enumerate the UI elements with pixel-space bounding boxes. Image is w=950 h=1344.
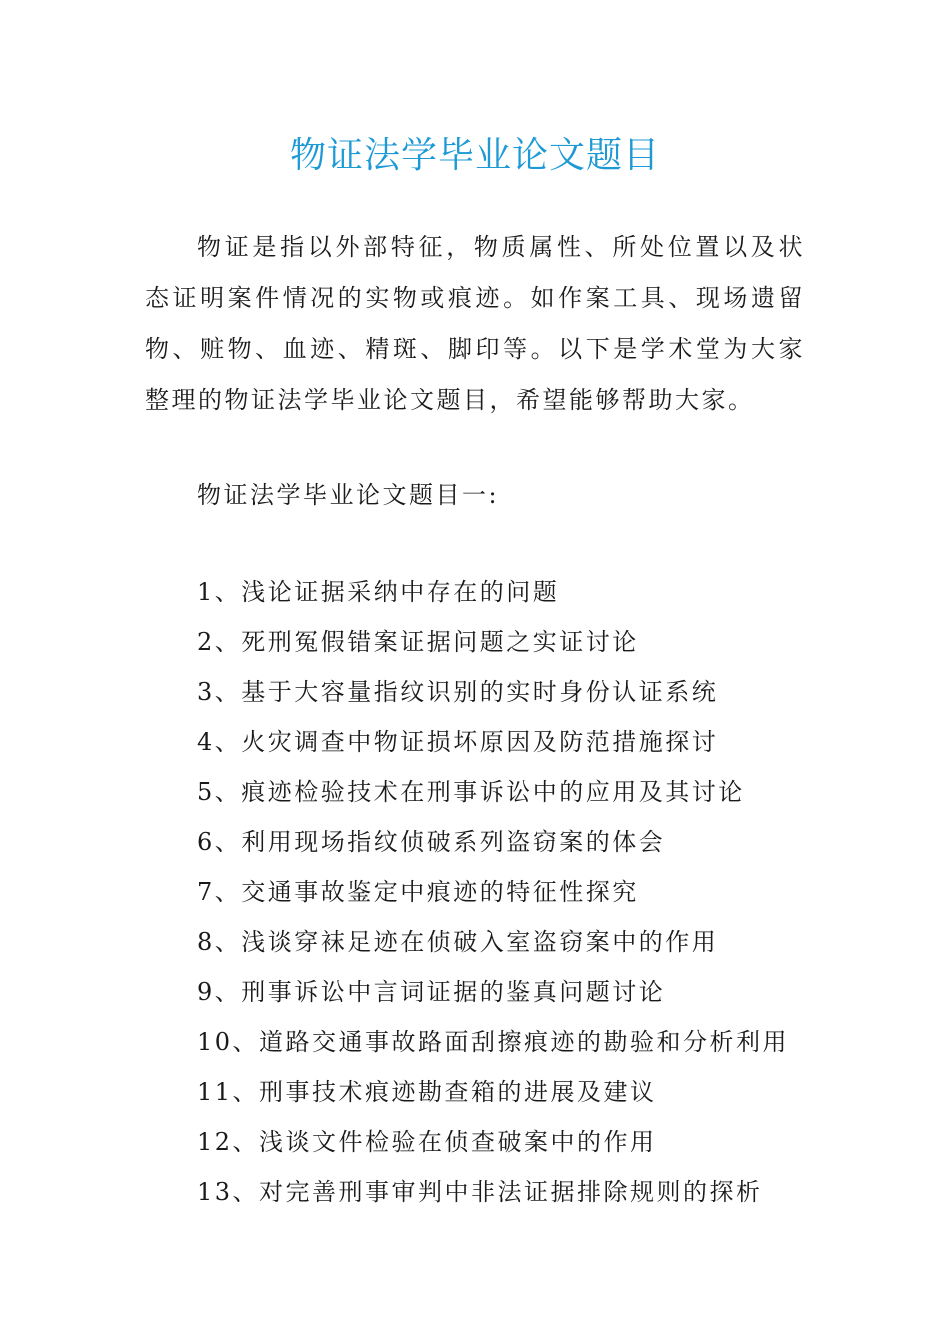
section-heading: 物证法学毕业论文题目一: bbox=[197, 481, 500, 509]
list-item: 1、浅论证据采纳中存在的问题 bbox=[197, 578, 560, 606]
list-item: 8、浅谈穿袜足迹在侦破入室盗窃案中的作用 bbox=[197, 928, 719, 956]
list-item: 12、浅谈文件检验在侦查破案中的作用 bbox=[197, 1128, 657, 1156]
list-item: 9、刑事诉讼中言词证据的鉴真问题讨论 bbox=[197, 978, 666, 1006]
list-item: 3、基于大容量指纹识别的实时身份认证系统 bbox=[197, 678, 719, 706]
intro-paragraph: 物证是指以外部特征，物质属性、所处位置以及状态证明案件情况的实物或痕迹。如作案工具、现场遗留物、赃物、血迹、精斑、脚印等。以下是学术堂为大家整理的物证法学毕业论文题目，希望能够帮助大家。 bbox=[145, 233, 805, 414]
list-item: 6、利用现场指纹侦破系列盗窃案的体会 bbox=[197, 828, 666, 856]
list-item: 13、对完善刑事审判中非法证据排除规则的探析 bbox=[197, 1178, 763, 1206]
list-item: 7、交通事故鉴定中痕迹的特征性探究 bbox=[197, 878, 639, 906]
list-item: 4、火灾调查中物证损坏原因及防范措施探讨 bbox=[197, 728, 719, 756]
list-item: 11、刑事技术痕迹勘查箱的进展及建议 bbox=[197, 1078, 657, 1106]
list-item: 5、痕迹检验技术在刑事诉讼中的应用及其讨论 bbox=[197, 778, 745, 806]
topic-list bbox=[197, 567, 789, 1217]
list-item: 2、死刑冤假错案证据问题之实证讨论 bbox=[197, 628, 639, 656]
list-item: 10、道路交通事故路面刮擦痕迹的勘验和分析利用 bbox=[197, 1028, 790, 1056]
page-title: 物证法学毕业论文题目 bbox=[289, 135, 660, 176]
